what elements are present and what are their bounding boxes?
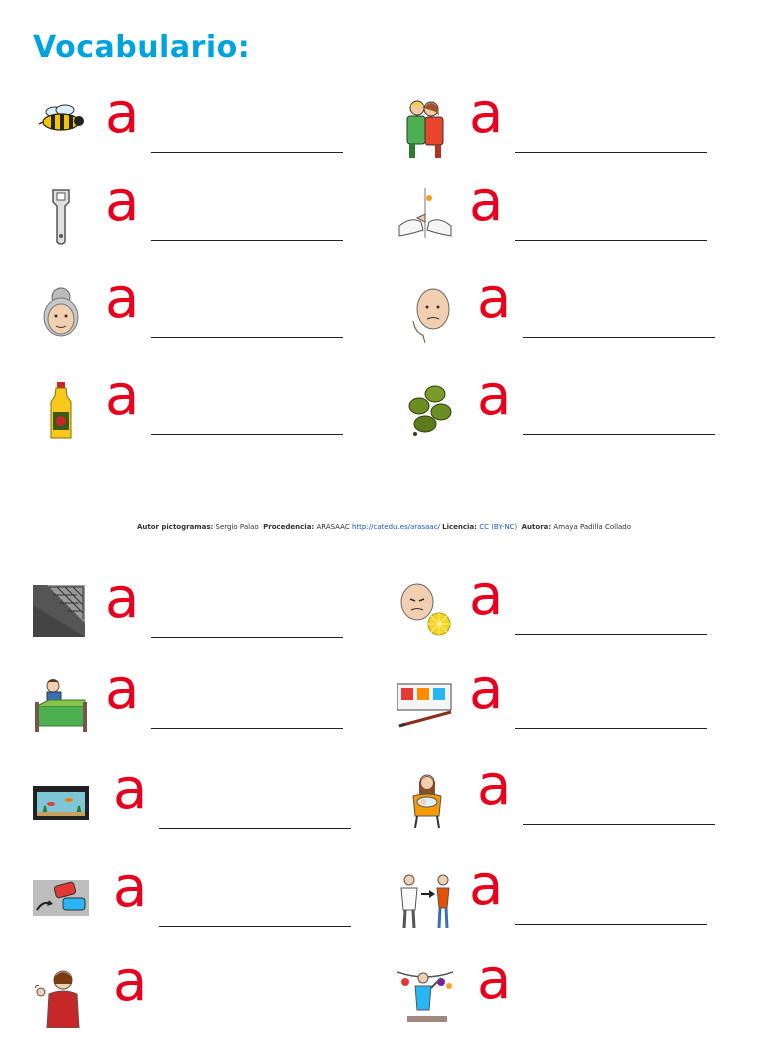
vocab-item-18	[397, 947, 757, 1046]
vocab-item-17	[33, 949, 393, 1048]
bald-head-icon	[405, 285, 461, 345]
letter-a: a	[477, 363, 512, 428]
answer-blank[interactable]	[515, 152, 707, 153]
hands-pulling-icon	[397, 188, 453, 248]
olives-icon	[405, 382, 461, 442]
bee-icon	[33, 100, 89, 160]
credits-line	[0, 523, 768, 531]
vocab-item-7	[33, 363, 393, 462]
decorating-icon	[397, 966, 453, 1026]
answer-blank[interactable]	[151, 637, 343, 638]
letter-a: a	[105, 169, 140, 234]
vocab-item-5	[33, 266, 393, 365]
letter-a: a	[469, 853, 504, 918]
person-waving-icon	[33, 968, 89, 1028]
letter-a: a	[469, 169, 504, 234]
vocab-item-16	[397, 853, 757, 952]
vocab-item-8	[405, 363, 765, 462]
credits-autora-label: Autora:	[521, 523, 552, 531]
person-bed-icon	[33, 676, 89, 736]
vocab-item-2	[397, 81, 757, 180]
sour-face-lemon-icon	[397, 582, 453, 642]
vocab-item-3	[33, 169, 393, 268]
vocab-item-4	[397, 169, 757, 268]
car-crash-icon	[33, 874, 89, 934]
vocab-item-11	[33, 657, 393, 756]
vocab-item-14	[405, 753, 765, 852]
letter-a: a	[105, 657, 140, 722]
letter-a: a	[113, 949, 148, 1014]
credits-autor-label: Autor pictogramas:	[136, 523, 214, 531]
answer-blank[interactable]	[523, 434, 715, 435]
credits-licencia-label: Licencia:	[442, 523, 477, 531]
letter-a: a	[105, 81, 140, 146]
bottle-opener-icon	[33, 188, 89, 248]
letter-a: a	[105, 363, 140, 428]
vocab-item-9	[33, 566, 393, 665]
letter-a: a	[477, 947, 512, 1012]
answer-blank[interactable]	[151, 152, 343, 153]
answer-blank[interactable]	[151, 240, 343, 241]
vocab-item-6	[405, 266, 765, 365]
credits-autor-value: Sergio Palao	[215, 523, 259, 531]
mother-baby-icon	[405, 772, 461, 832]
credits-procedencia-link[interactable]: http://catedu.es/arasaac/	[351, 523, 440, 531]
vocab-item-13	[33, 757, 393, 856]
letter-a: a	[477, 266, 512, 331]
letter-a: a	[105, 566, 140, 631]
letter-a: a	[469, 81, 504, 146]
page-title: Vocabulario:	[33, 30, 251, 65]
letter-a: a	[105, 266, 140, 331]
credits-procedencia-value: ARASAAC	[316, 523, 350, 531]
answer-blank[interactable]	[523, 337, 715, 338]
answer-blank[interactable]	[159, 828, 351, 829]
answer-blank[interactable]	[515, 240, 707, 241]
answer-blank[interactable]	[515, 924, 707, 925]
oil-bottle-icon	[33, 382, 89, 442]
letter-a: a	[113, 757, 148, 822]
hug-icon	[397, 100, 453, 160]
vocab-item-10	[397, 563, 757, 662]
vocab-item-12	[397, 657, 757, 756]
watercolor-palette-icon	[397, 676, 453, 736]
credits-licencia-link[interactable]: CC (BY-NC)	[479, 523, 518, 531]
answer-blank[interactable]	[159, 926, 351, 927]
letter-a: a	[477, 753, 512, 818]
letter-a: a	[469, 657, 504, 722]
answer-blank[interactable]	[151, 337, 343, 338]
answer-blank[interactable]	[523, 824, 715, 825]
aquarium-icon	[33, 776, 89, 836]
credits-procedencia-label: Procedencia:	[263, 523, 315, 531]
two-men-icon	[397, 872, 453, 932]
credits-autora-value: Amaya Padilla Collado	[553, 523, 632, 531]
letter-a: a	[113, 855, 148, 920]
grandmother-icon	[33, 285, 89, 345]
answer-blank[interactable]	[151, 728, 343, 729]
grid-floor-icon	[33, 585, 89, 645]
letter-a: a	[469, 563, 504, 628]
answer-blank[interactable]	[515, 634, 707, 635]
answer-blank[interactable]	[151, 434, 343, 435]
vocab-item-15	[33, 855, 393, 954]
vocab-item-1	[33, 81, 393, 180]
answer-blank[interactable]	[515, 728, 707, 729]
